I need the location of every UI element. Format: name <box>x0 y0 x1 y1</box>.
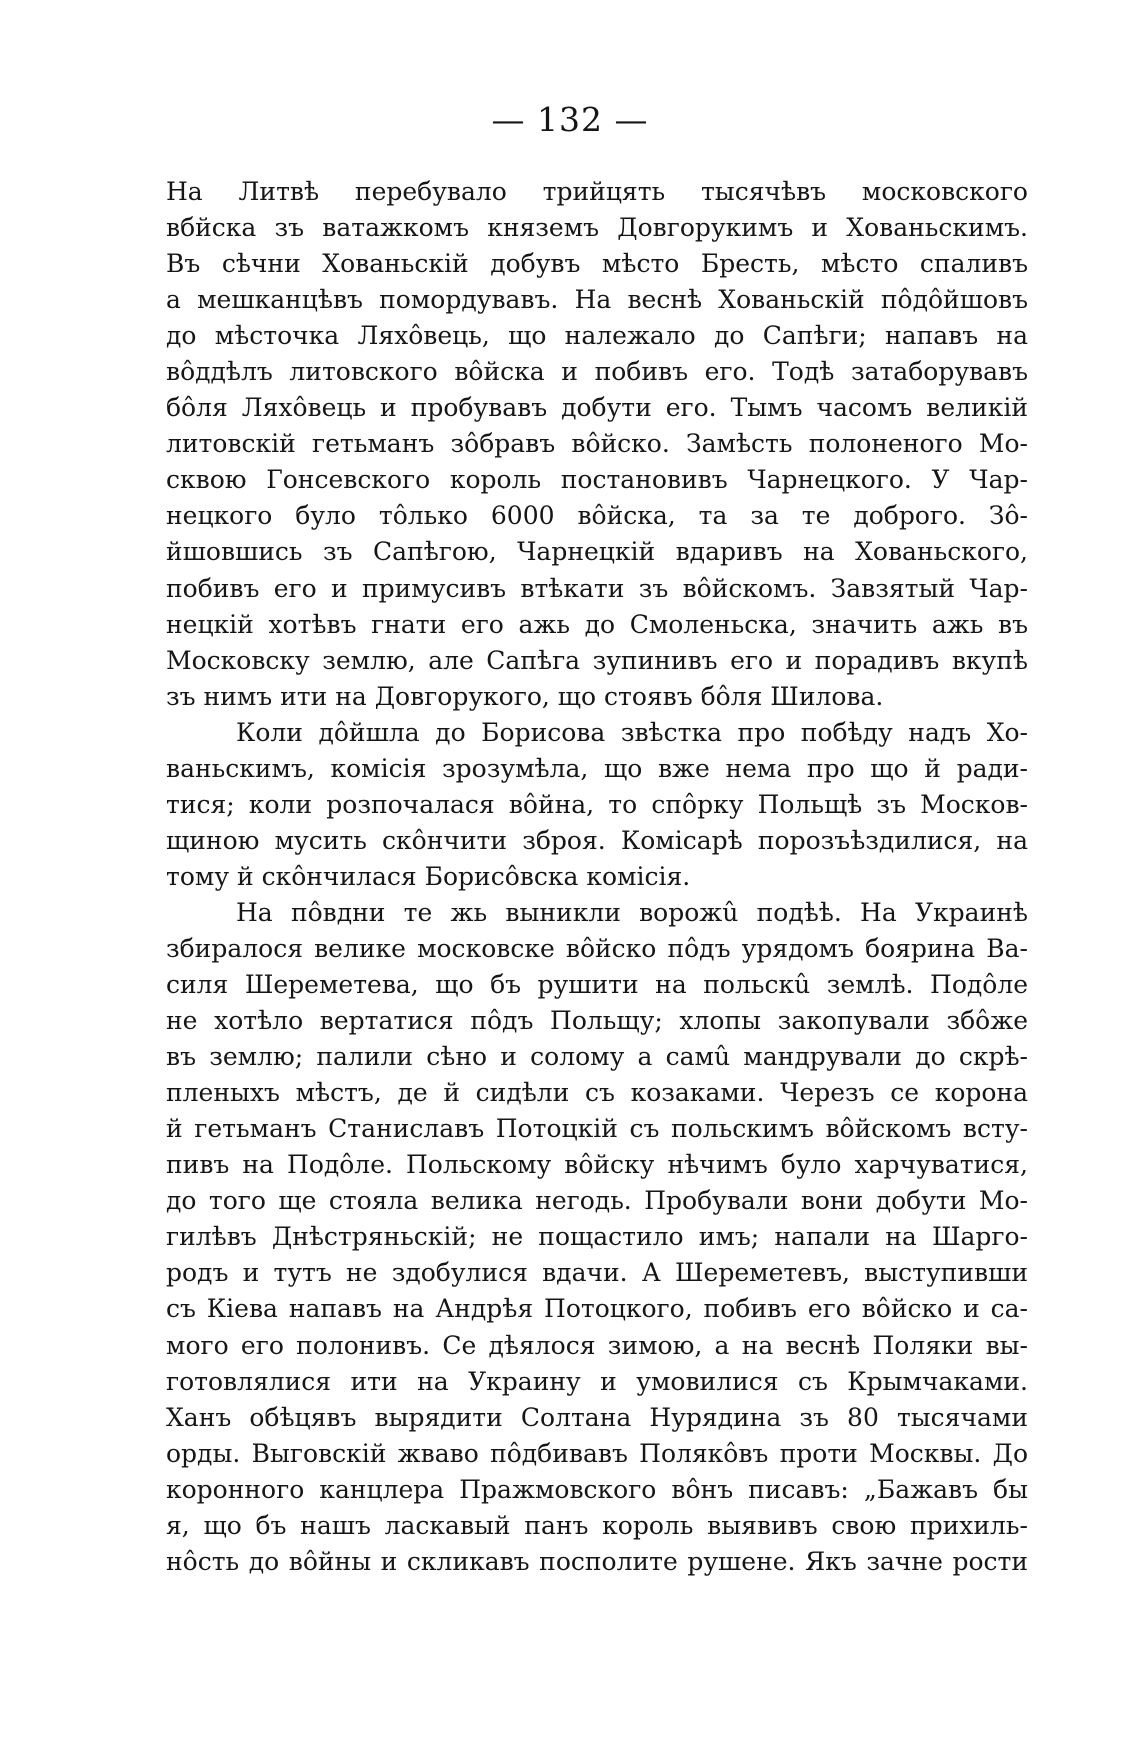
text-line: готовлялися ити на Украину и умовилися съ Крымчаками. <box>166 1366 1028 1396</box>
text-line: пивъ на Подôле. Польскому вôйску нѣчимъ було харчуватися, <box>166 1150 1028 1180</box>
text-line: не хотѣло вертатися пôдъ Польщу; хлопы закопували збôже <box>166 1006 1028 1036</box>
page-number: — 132 — <box>491 100 649 139</box>
text-line: нецкого було тôлько 6000 вôйска, та за те доброго. Зô- <box>166 501 1028 531</box>
text-line: тому й скôнчилася Борисôвска комісія. <box>166 861 691 891</box>
text-line: орды. Выговскій жваво пôдбивавъ Полякôвъ проти Москвы. До <box>166 1438 1028 1468</box>
text-line: Московску землю, але Сапѣга зупинивъ его и порадивъ вкупѣ <box>166 645 1028 675</box>
text-line: щиною мусить скôнчити зброя. Комісарѣ порозъѣздилися, на <box>166 825 1028 855</box>
text-line: литовскій гетьманъ зôбравъ вôйско. Замѣсть полоненого Мо- <box>166 429 1028 459</box>
text-line: зъ нимъ ити на Довгорукого, що стоявъ бôля Шилова. <box>166 681 884 711</box>
text-line: гилѣвъ Днѣстряньскій; не пощастило имъ; напали на Шарго- <box>166 1222 1028 1252</box>
text-line: съ Кіева напавъ на Андрѣя Потоцкого, побивъ его вôйско и са- <box>166 1294 1028 1324</box>
text-line: вôддѣлъ литовского вôйска и побивъ его. Тодѣ затаборувавъ <box>166 357 1028 387</box>
paragraph <box>166 174 1028 715</box>
text-line: мого его полонивъ. Се дѣялося зимою, а на веснѣ Поляки вы- <box>166 1330 1028 1360</box>
text-line: родъ и тутъ не здобулися вдачи. А Шереметевъ, выступивши <box>166 1258 1028 1288</box>
text-line: збиралося велике московске вôйско пôдъ урядомъ боярина Ва- <box>166 933 1028 963</box>
body-text <box>166 174 1028 1580</box>
text-line: до того ще стояла велика негодь. Пробували вони добути Мо- <box>166 1186 1028 1216</box>
paragraph <box>166 895 1028 1580</box>
text-line: а мешканцѣвъ помордувавъ. На веснѣ Хованьскій пôдôйшовъ <box>166 285 1028 315</box>
text-line: бôля Ляхôвець и пробувавъ добути его. Тымъ часомъ великій <box>166 393 1028 423</box>
text-line: Ханъ обѣцявъ вырядити Солтана Нурядина зъ 80 тысячами <box>166 1402 1028 1432</box>
text-line: На пôвдни те жь выникли ворожû подѣѣ. На Украинѣ <box>236 897 1028 927</box>
text-line: На Литвѣ перебувало трийцять тысячѣвъ московского <box>166 177 1028 206</box>
paragraph <box>166 715 1028 895</box>
text-line: ваньскимъ, комісія зрозумѣла, що вже нема про що й ради- <box>166 753 1028 783</box>
text-line: въ землю; палили сѣно и солому а самû мандрували до скрѣ- <box>166 1042 1028 1072</box>
text-line: побивъ его и примусивъ втѣкати зъ вôйскомъ. Завзятый Чар- <box>166 573 1028 603</box>
text-line: силя Шереметева, що бъ рушити на польскû землѣ. Подôле <box>166 970 1028 1000</box>
text-line: Коли дôйшла до Борисова звѣстка про побѣду надъ Хо- <box>236 717 1028 747</box>
text-line: я, що бъ нашъ ласкавый панъ король выявивъ свою прихиль- <box>166 1510 1028 1540</box>
text-line: коронного канцлера Пражмовского вôнъ писавъ: „Бажавъ бы <box>166 1474 1028 1504</box>
text-line: Въ сѣчни Хованьскій добувъ мѣсто Бресть, мѣсто спаливъ <box>166 249 1028 279</box>
text-line: сквою Гонсевского король постановивъ Чарнецкого. У Чар- <box>166 465 1028 495</box>
text-line: нôсть до вôйны и скликавъ посполите рушене. Якъ зачне рости <box>166 1546 1028 1576</box>
text-line: пленыхъ мѣстъ, де й сидѣли съ козаками. Черезъ се корона <box>166 1078 1028 1108</box>
text-line: до мѣсточка Ляхôвець, що належало до Сапѣги; напавъ на <box>166 321 1028 351</box>
text-line: вбйска зъ ватажкомъ княземъ Довгорукимъ и Хованьскимъ. <box>166 213 1028 243</box>
text-line: нецкій хотѣвъ гнати его ажь до Смоленьска, значить ажь въ <box>166 609 1028 639</box>
text-line: й гетьманъ Станиславъ Потоцкій съ польскимъ вôйскомъ всту- <box>166 1114 1028 1144</box>
text-line: тися; коли розпочалася вôйна, то спôрку Польщѣ зъ Москов- <box>166 789 1028 819</box>
text-line: йшовшись зъ Сапѣгою, Чарнецкій вдаривъ на Хованьского, <box>166 537 1028 567</box>
